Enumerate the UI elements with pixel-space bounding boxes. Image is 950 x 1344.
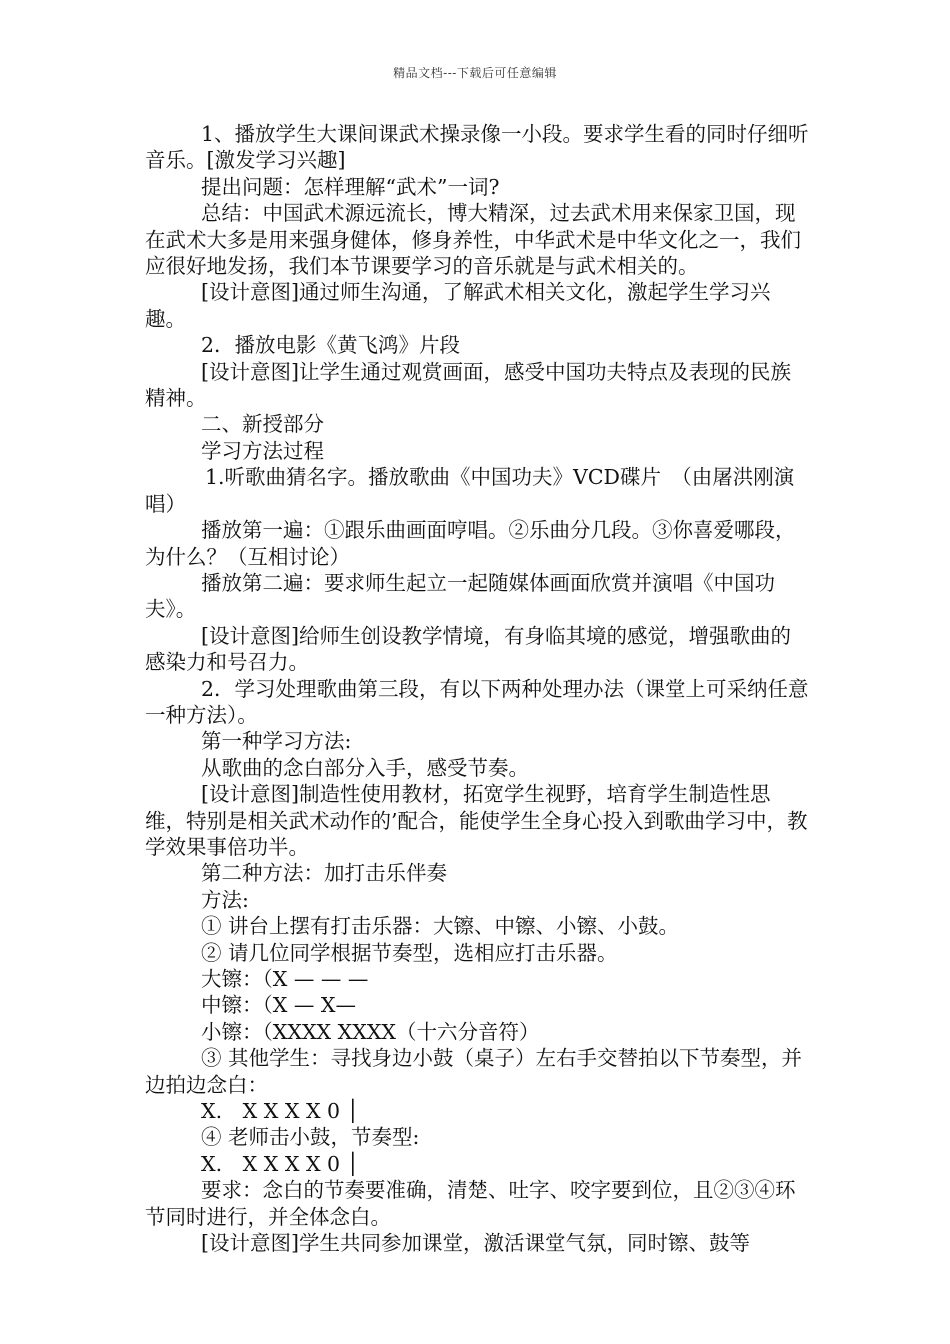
paragraph-4: [设计意图]通过师生沟通，了解武术相关文化，激起学生学习兴趣。	[145, 280, 771, 331]
paragraph-11: 播放第二遍：要求师生起立一起随媒体画面欣赏并演唱《中国功夫》。	[145, 570, 775, 622]
paragraph-14: 第一种学习方法:	[201, 729, 352, 754]
paragraph-16: [设计意图]制造性使用教材，拓宽学生视野，培育学生制造性思维，特别是相关武术动作的’配合，能使学生全身心投入到歌曲学习中，教学效果事倍功半。	[145, 782, 808, 859]
document-body	[145, 121, 810, 1256]
paragraph-10: 播放第一遍：①跟乐曲画面哼唱。②乐曲分几段。③你喜爱哪段，为什么？（互相讨论）	[145, 518, 796, 569]
rhythm-pattern-2: X. X X X X 0 │	[201, 1151, 359, 1176]
section-heading: 二、新授部分	[201, 412, 324, 437]
page-header: 精品文档---下载后可任意编辑	[393, 66, 557, 80]
paragraph-20: ② 请几位同学根据节奏型，选相应打击乐器。	[201, 940, 618, 965]
paragraph-29: [设计意图]学生共同参加课堂，激活课堂气氛，同时镲、鼓等	[201, 1231, 750, 1256]
paragraph-12: [设计意图]给师生创设教学情境，有身临其境的感觉，增强歌曲的感染力和号召力。	[145, 623, 791, 675]
subsection-heading: 学习方法过程	[201, 438, 324, 463]
rhythm-line-medium-cymbal: 中镲：（X — X—	[201, 993, 356, 1018]
paragraph-6: [设计意图]让学生通过观赏画面，感受中国功夫特点及表现的民族精神。	[145, 359, 791, 411]
rhythm-line-large-cymbal: 大镲：（X — — —	[201, 967, 369, 991]
rhythm-line-small-cymbal: 小镲：（XXXX XXXX（十六分音符）	[201, 1019, 540, 1044]
paragraph-5: 2．播放电影《黄飞鸿》片段	[201, 333, 461, 358]
paragraph-13: 2．学习处理歌曲第三段，有以下两种处理办法（课堂上可采纳任意一种方法）。	[145, 676, 809, 727]
paragraph-15: 从歌曲的念白部分入手，感受节奏。	[201, 755, 529, 780]
paragraph-18: 方法:	[201, 887, 249, 912]
paragraph-17: 第二种方法：加打击乐伴奏	[201, 861, 447, 886]
paragraph-19: ① 讲台上摆有打击乐器：大镲、中镲、小镲、小鼓。	[201, 914, 680, 939]
rhythm-pattern-1: X. X X X X 0 │	[201, 1099, 359, 1124]
paragraph-26: ④ 老师击小鼓，节奏型:	[201, 1125, 420, 1150]
paragraph-1: 1、播放学生大课间课武术操录像一小段。要求学生看的同时仔细听音乐。[激发学习兴趣]	[145, 122, 809, 173]
paragraph-28: 要求：念白的节奏要准确，清楚、吐字、咬字要到位，且②③④环节同时进行，并全体念白。	[145, 1178, 796, 1229]
paragraph-2: 提出问题：怎样理解“武术”一词?	[201, 174, 500, 199]
paragraph-9: 1.听歌曲猜名字。播放歌曲《中国功夫》VCD碟片 （由屠洪刚演唱）	[145, 465, 795, 516]
paragraph-3: 总结：中国武术源远流长，博大精深，过去武术用来保家卫国，现在武术大多是用来强身健体，修身养性，中华武术是中华文化之一，我们应很好地发扬，我们本节课要学习的音乐就是与武术相关的。	[145, 201, 801, 279]
paragraph-24: ③ 其他学生：寻找身边小鼓（桌子）左右手交替拍以下节奏型，并边拍边念白：	[145, 1046, 803, 1097]
